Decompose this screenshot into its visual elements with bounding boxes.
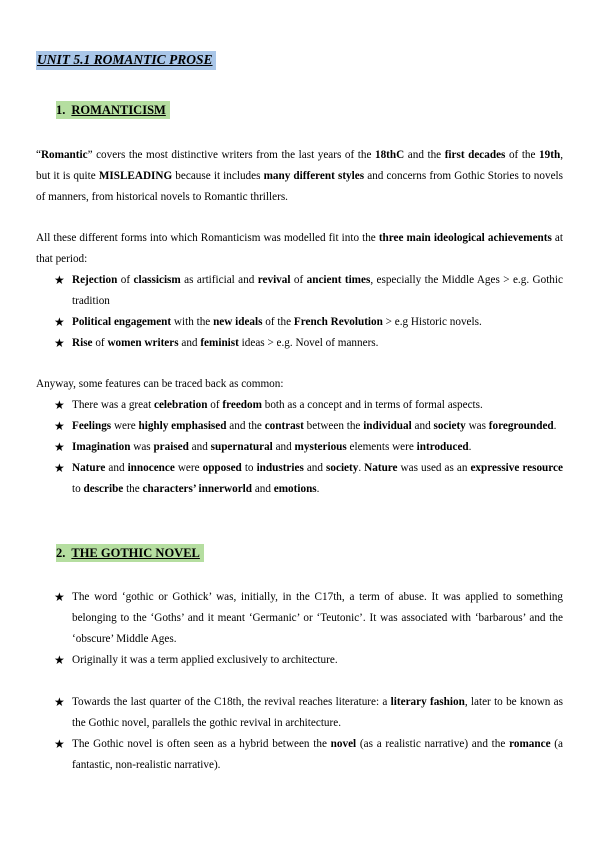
bold-text: Feelings — [72, 420, 112, 432]
bold-text: Imagination — [72, 441, 131, 453]
bold-text: Rise — [72, 337, 93, 349]
section-title: ROMANTICISM — [71, 103, 166, 117]
bold-text: 19th — [539, 149, 561, 161]
star-bullet-icon: ★ — [54, 653, 65, 667]
bold-text: innocence — [127, 462, 175, 474]
section-title: THE GOTHIC NOVEL — [71, 546, 200, 560]
list-item: ★ The word ‘gothic or Gothick’ was, initially, in the C17th, a term of abuse. It was applied to something belonging to the ‘Goths’ and it meant ‘Germanic’ or ‘Teutonic’. It was associated with ‘barbarous’ and the ‘obscure’ Middle Ages. — [54, 587, 563, 650]
bold-text: Nature — [72, 462, 106, 474]
bold-text: individual — [363, 420, 412, 432]
bold-text: mysterious — [294, 441, 347, 453]
bold-text: MISLEADING — [98, 170, 173, 182]
bold-text: industries — [256, 462, 304, 474]
list-item: ★ The Gothic novel is often seen as a hybrid between the novel (as a realistic narrative) and the romance (a fantastic, non-realistic narrative). — [54, 734, 563, 776]
bold-text: ancient times — [306, 274, 371, 286]
bold-text: supernatural — [210, 441, 273, 453]
list-item: ★ Feelings were highly emphasised and the contrast between the individual and society was foregrounded. — [54, 416, 563, 437]
bold-text: 18thC — [374, 149, 405, 161]
bold-text: Political engagement — [72, 316, 172, 328]
bold-text: Rejection — [72, 274, 118, 286]
bold-text: women writers — [107, 337, 179, 349]
bold-text: three main ideological achievements — [378, 232, 552, 244]
bold-text: new ideals — [213, 316, 263, 328]
gothic-origin-list — [54, 587, 563, 671]
bold-text: introduced — [416, 441, 469, 453]
star-bullet-icon: ★ — [54, 273, 65, 287]
bold-text: French Revolution — [293, 316, 383, 328]
bold-text: Romantic — [40, 149, 88, 161]
bold-text: emotions — [273, 483, 317, 495]
star-bullet-icon: ★ — [54, 590, 65, 604]
bold-text: society — [326, 462, 359, 474]
gothic-revival-list — [54, 692, 563, 776]
bold-text: describe — [83, 483, 124, 495]
section-heading-gothic-novel — [56, 544, 204, 562]
common-features-intro: Anyway, some features can be traced back as common: — [36, 378, 284, 390]
list-item: ★ Rejection of classicism as artificial and revival of ancient times, especially the Middle Ages > e.g. Gothic tradition — [54, 270, 563, 312]
bold-text: foregrounded — [488, 420, 554, 432]
star-bullet-icon: ★ — [54, 336, 65, 350]
section-heading-romanticism — [56, 101, 170, 119]
list-item: ★ Nature and innocence were opposed to industries and society. Nature was used as an expressive resource to describe the characters’ innerworld and emotions. — [54, 458, 563, 500]
star-bullet-icon: ★ — [54, 398, 65, 412]
star-bullet-icon: ★ — [54, 461, 65, 475]
section-number: 2. — [56, 546, 66, 560]
bold-text: society — [433, 420, 466, 432]
achievements-list — [54, 270, 563, 354]
section-number: 1. — [56, 103, 66, 117]
star-bullet-icon: ★ — [54, 737, 65, 751]
bold-text: opposed — [202, 462, 242, 474]
bold-text: expressive resource — [470, 462, 563, 474]
list-item: ★ Imagination was praised and supernatural and mysterious elements were introduced. — [54, 437, 563, 458]
list-item: ★ Originally it was a term applied exclusively to architecture. — [54, 650, 563, 671]
star-bullet-icon: ★ — [54, 440, 65, 454]
star-bullet-icon: ★ — [54, 315, 65, 329]
list-item: ★ Rise of women writers and feminist ideas > e.g. Novel of manners. — [54, 333, 563, 354]
achievements-intro-paragraph: All these different forms into which Romanticism was modelled fit into the three main ideological achievements at that period: — [36, 232, 563, 265]
bold-text: first decades — [444, 149, 506, 161]
bold-text: Nature — [364, 462, 398, 474]
bold-text: contrast — [264, 420, 304, 432]
bold-text: classicism — [133, 274, 181, 286]
common-features-list — [54, 395, 563, 500]
bold-text: literary fashion — [390, 696, 465, 708]
star-bullet-icon: ★ — [54, 695, 65, 709]
list-item: ★ Political engagement with the new ideals of the French Revolution > e.g Historic novels. — [54, 312, 563, 333]
list-item: ★ Towards the last quarter of the C18th, the revival reaches literature: a literary fashion, later to be known as the Gothic novel, parallels the gothic revival in architecture. — [54, 692, 563, 734]
bold-text: feminist — [200, 337, 239, 349]
bold-text: revival — [257, 274, 291, 286]
bold-text: celebration — [154, 399, 208, 411]
bold-text: praised — [153, 441, 189, 453]
bold-text: freedom — [222, 399, 262, 411]
bold-text: romance — [509, 738, 551, 750]
list-item: ★ There was a great celebration of freedom both as a concept and in terms of formal aspects. — [54, 395, 563, 416]
bold-text: many different styles — [263, 170, 365, 182]
star-bullet-icon: ★ — [54, 419, 65, 433]
bold-text: novel — [330, 738, 357, 750]
unit-title: UNIT 5.1 ROMANTIC PROSE — [36, 51, 216, 70]
bold-text: highly emphasised — [138, 420, 227, 432]
romantic-intro-paragraph: “Romantic” covers the most distinctive writers from the last years of the 18thC and the first decades of the 19th, but it is quite MISLEADING because it includes many different styles and concerns from Gothic Stories to novels of manners, from historical novels to Romantic thrillers. — [36, 149, 564, 203]
bold-text: characters’ innerworld — [142, 483, 253, 495]
